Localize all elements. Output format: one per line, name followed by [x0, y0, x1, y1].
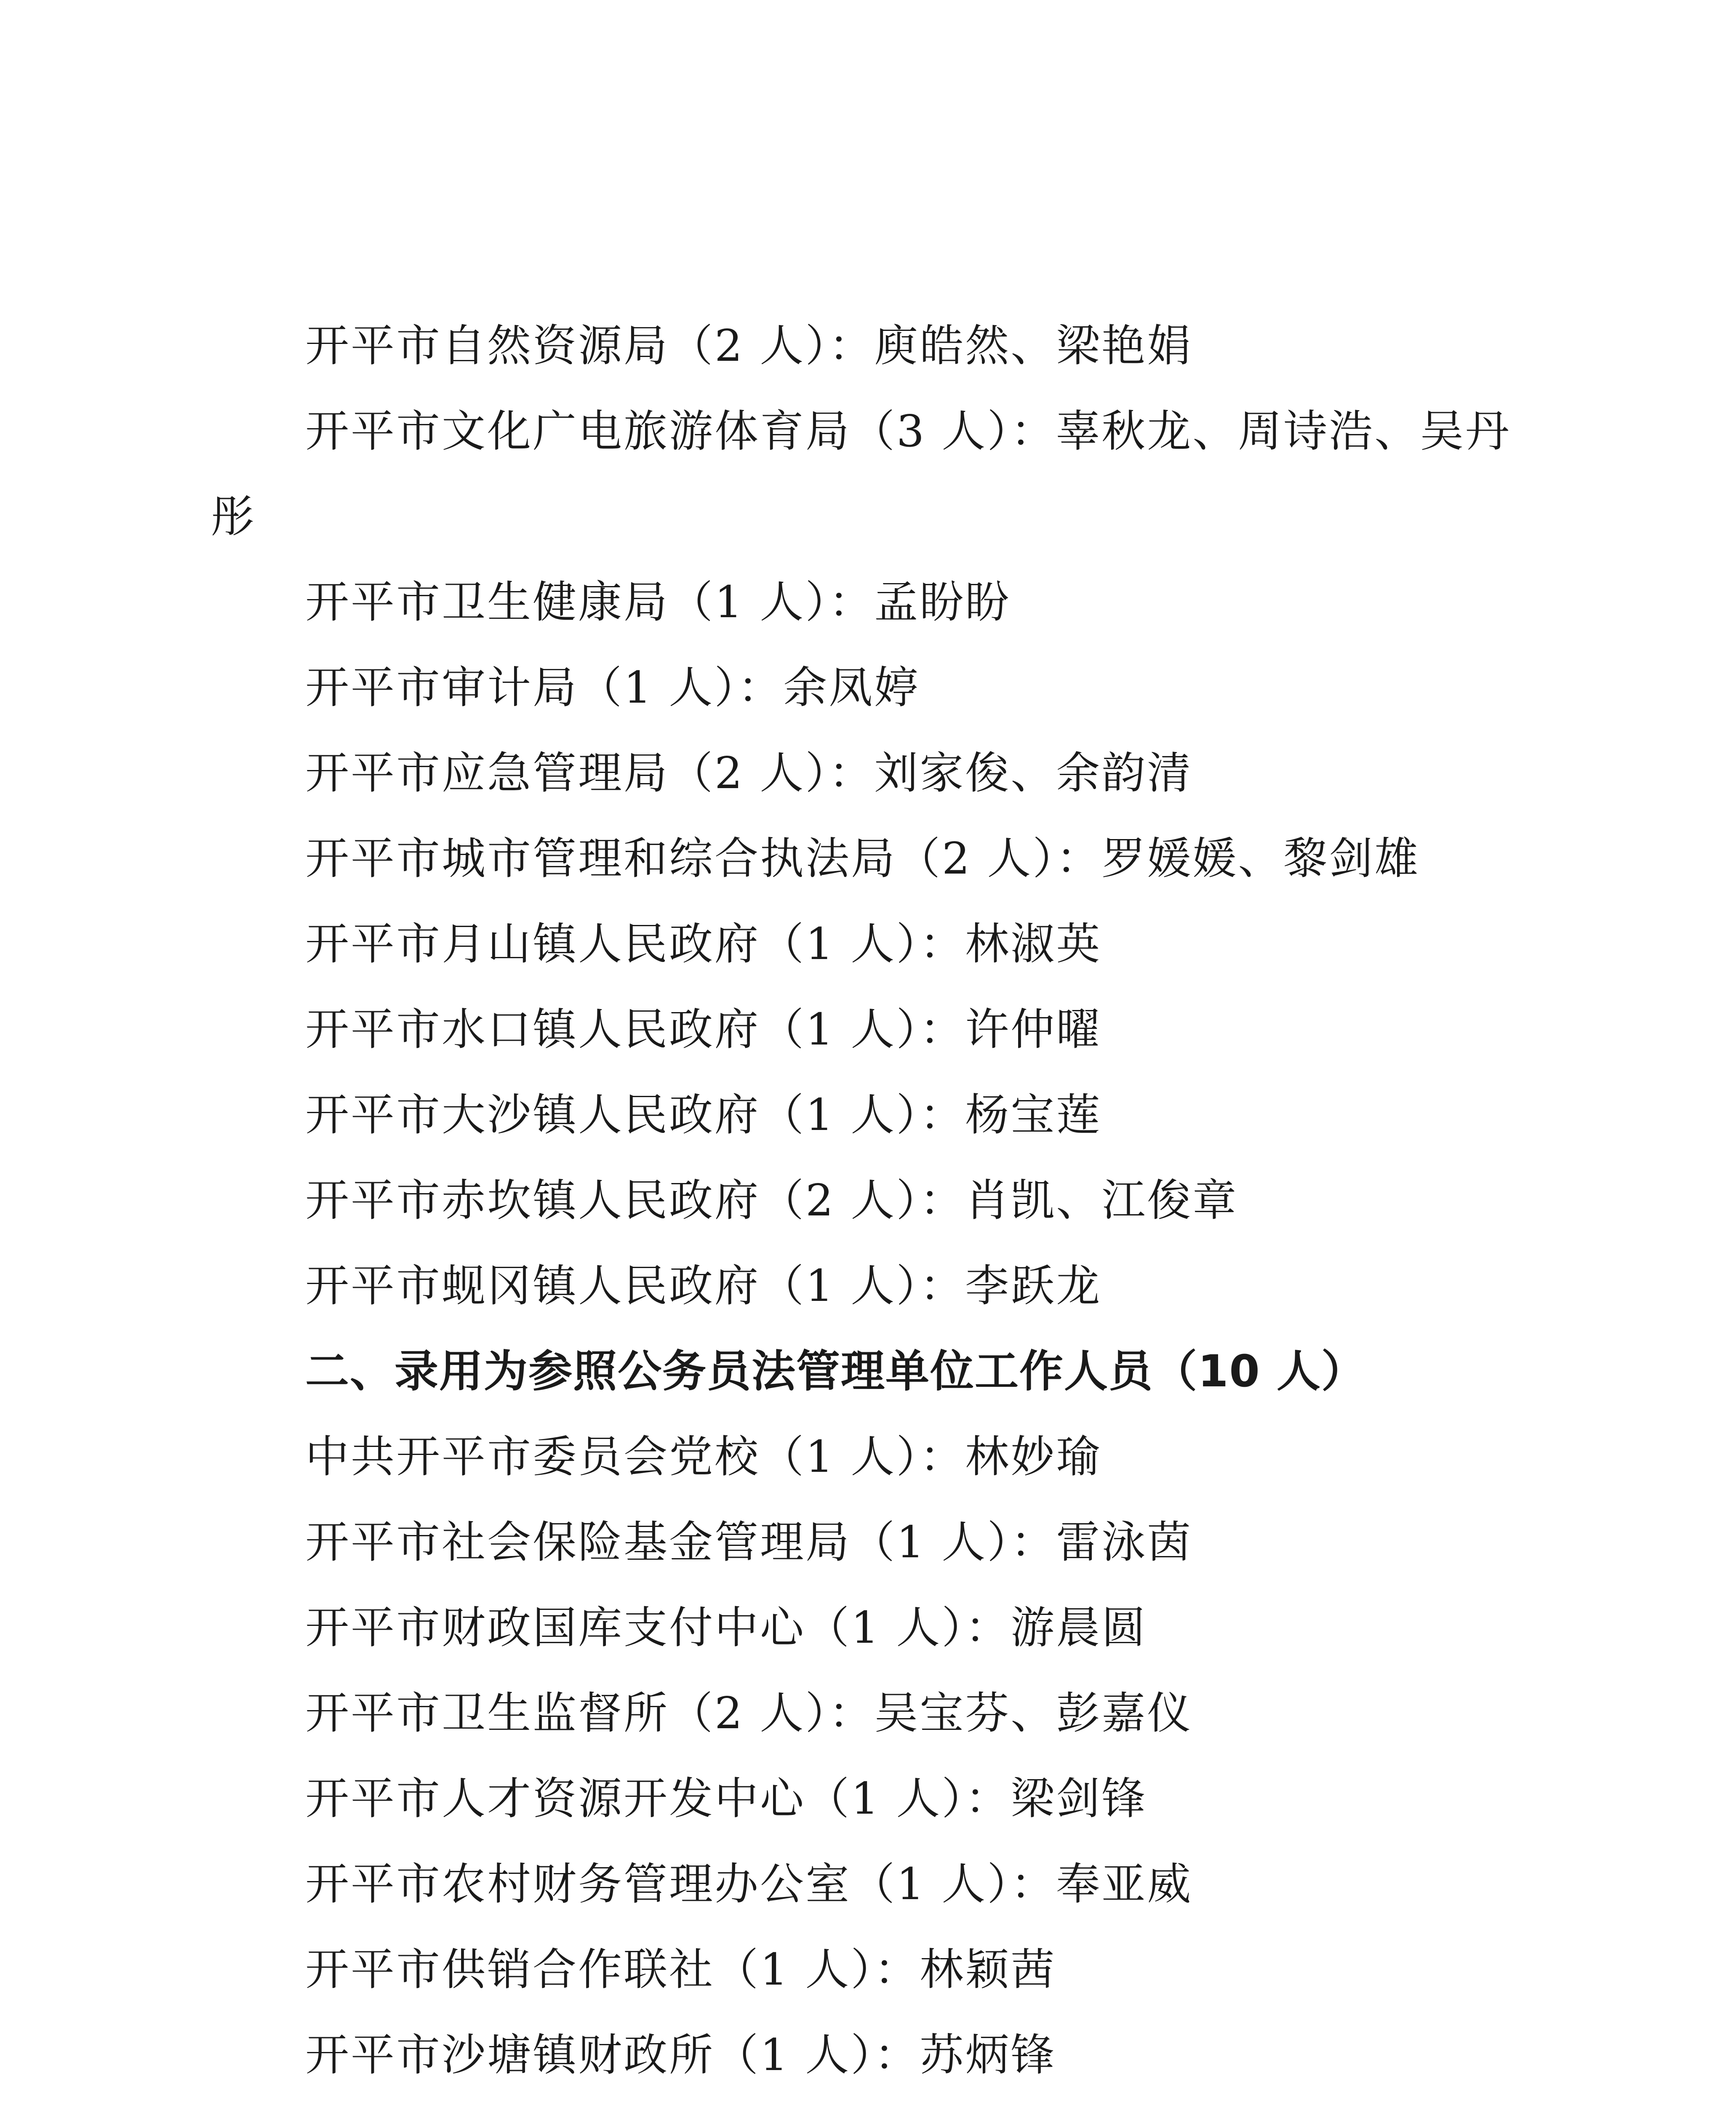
- list-item: 开平市月山镇人民政府（1 人）：林淑英: [305, 918, 1102, 970]
- document-body: [211, 303, 1568, 2105]
- list-item: 开平市文化广电旅游体育局（3 人）：辜秋龙、周诗浩、吴丹: [305, 405, 1511, 457]
- list-item: 开平市自然资源局（2 人）：庾皓然、梁艳娟: [305, 320, 1193, 371]
- list-item: 开平市卫生监督所（2 人）：吴宝芬、彭嘉仪: [305, 1687, 1193, 1739]
- list-item: 开平市农村财务管理办公室（1 人）：奉亚威: [305, 1858, 1193, 1910]
- list-item: 开平市大沙镇人民政府（1 人）：杨宝莲: [305, 1089, 1102, 1140]
- list-item: 开平市赤坎镇人民政府（2 人）：肖凯、江俊章: [305, 1175, 1238, 1226]
- list-item: 开平市沙塘镇财政所（1 人）：苏炳锋: [305, 2029, 1056, 2081]
- list-item: 开平市审计局（1 人）：余凤婷: [305, 662, 920, 713]
- list-item: 开平市社会保险基金管理局（1 人）：雷泳茵: [305, 1516, 1193, 1568]
- list-item: 开平市应急管理局（2 人）：刘家俊、余韵清: [305, 747, 1193, 799]
- list-item-continuation: 彤: [211, 491, 256, 542]
- list-item: 中共开平市委员会党校（1 人）：林妙瑜: [305, 1431, 1102, 1482]
- section-heading: 二、录用为参照公务员法管理单位工作人员（10 人）: [305, 1346, 1366, 1397]
- list-item: 开平市蚬冈镇人民政府（1 人）：李跃龙: [305, 1260, 1102, 1311]
- list-item: 开平市供销合作联社（1 人）：林颖茜: [305, 1944, 1056, 1995]
- list-item: 开平市城市管理和综合执法局（2 人）：罗媛媛、黎剑雄: [305, 833, 1420, 884]
- list-item: 开平市人才资源开发中心（1 人）：梁剑锋: [305, 1773, 1147, 1824]
- list-item: 开平市卫生健康局（1 人）：孟盼盼: [305, 576, 1011, 628]
- list-item: 开平市水口镇人民政府（1 人）：许仲曜: [305, 1004, 1102, 1055]
- list-item: 开平市财政国库支付中心（1 人）：游晨圆: [305, 1602, 1147, 1653]
- list-item: [305, 2098, 1568, 2105]
